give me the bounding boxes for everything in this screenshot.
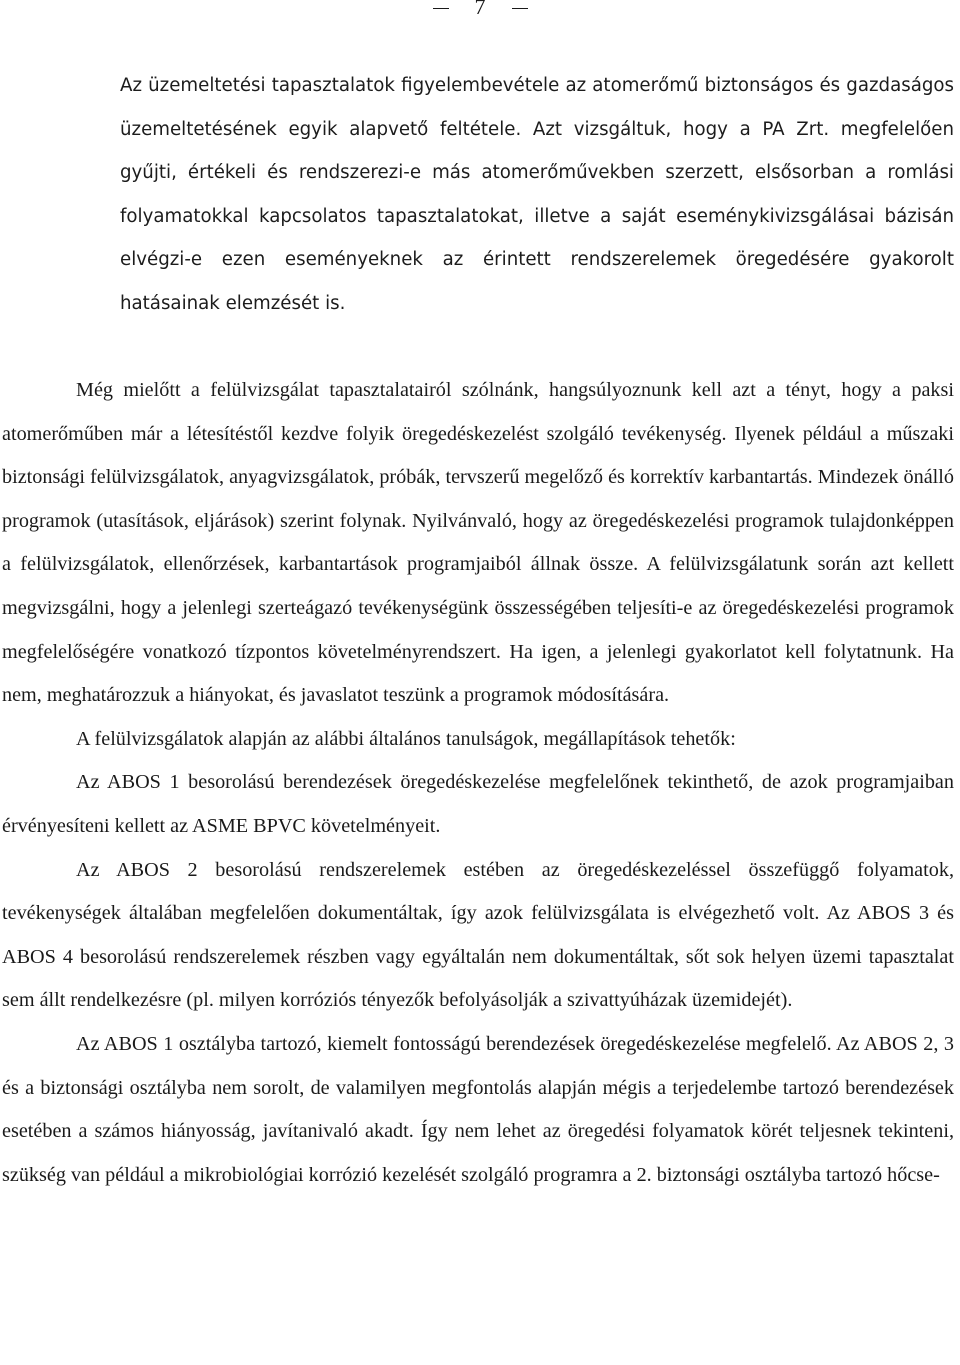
body-paragraph-1: Még mielőtt a felülvizsgálat tapasztalatairól szólnánk, hangsúlyoznunk kell azt a tényt, hogy a paksi atomerőműben már a létesítéstől kezdve folyik öregedéskezelést szolgáló tevékenység. Ilyenek például a műszaki biztonsági felülvizsgálatok, anyagvizsgálatok, próbák, tervszerű megelőző és korrektív karbantartás. Mindezek önálló programok (utasítások, eljárások) szerint folynak. Nyilvánvaló, hogy az öregedéskezelési programok tulajdonképpen a felülvizsgálatok, ellenőrzések, karbantartások programjaiból állnak össze. A felülvizsgálatunk során azt kellett megvizsgálni, hogy a jelenlegi szerteágazó tevékenységünk összességében teljesíti-e az öregedéskezelési programok megfelelőségére vonatkozó tízpontos követelményrendszert. Ha igen, a jelenlegi gyakorlatot kell folytatnunk. Ha nem, meghatározzuk a hiányokat, és javaslatot teszünk a programok módosítására. [2,379,954,707]
header-dash-left [433,8,449,9]
page-number: 7 [474,0,486,19]
page-header [0,0,960,22]
body-paragraph-2: A felülvizsgálatok alapján az alábbi általános tanulságok, megállapítások tehetők: [76,727,736,750]
intro-paragraph: Az üzemeltetési tapasztalatok figyelembevétele az atomerőmű biztonságos és gazdaságos üzemeltetésének egyik alapvető feltétele. Azt vizsgáltuk, hogy a PA Zrt. megfelelően gyűjti, értékeli és rendszerezi-e más atomerőművekben szerzett, elsősorban a romlási folyamatokkal kapcsolatos tapasztalatokat, illetve a saját eseménykivizsgálásai bázisán elvégzi-e ezen eseményeknek az érintett rendszerelemek öregedésére gyakorolt hatásainak elemzését is. [120,75,954,314]
body-paragraph-4: Az ABOS 2 besorolású rendszerelemek estében az öregedéskezeléssel összefüggő folyamatok, tevékenységek általában megfelelően dokumentáltak, így azok felülvizsgálata is elvégezhető volt. Az ABOS 3 és ABOS 4 besorolású rendszerelemek részben vagy egyáltalán nem dokumentáltak, sőt sok helyen üzemi tapasztalat sem állt rendelkezésre (pl. milyen korróziós tényezők befolyásolják a szivattyúházak üzemidejét). [2,858,954,1012]
body-paragraph-5: Az ABOS 1 osztályba tartozó, kiemelt fontosságú berendezések öregedéskezelése megfelelő. Az ABOS 2, 3 és a biztonsági osztályba nem sorolt, de valamilyen megfontolás alapján mégis a terjedelembe tartozó berendezések esetében a számos hiányosság, javítanivaló akadt. Így nem lehet az öregedési folyamatok körét teljesnek tekinteni, szükség van például a mikrobiológiai korrózió kezelését szolgáló programra a 2. biztonsági osztályba tartozó hőcse- [2,1032,954,1186]
body-paragraph-3: Az ABOS 1 besorolású berendezések öregedéskezelése megfelelőnek tekinthető, de azok programjaiban érvényesíteni kellett az ASME BPVC követelményeit. [2,771,954,837]
intro-section [120,64,954,326]
main-text-section [2,369,954,1197]
header-dash-right [512,8,528,9]
